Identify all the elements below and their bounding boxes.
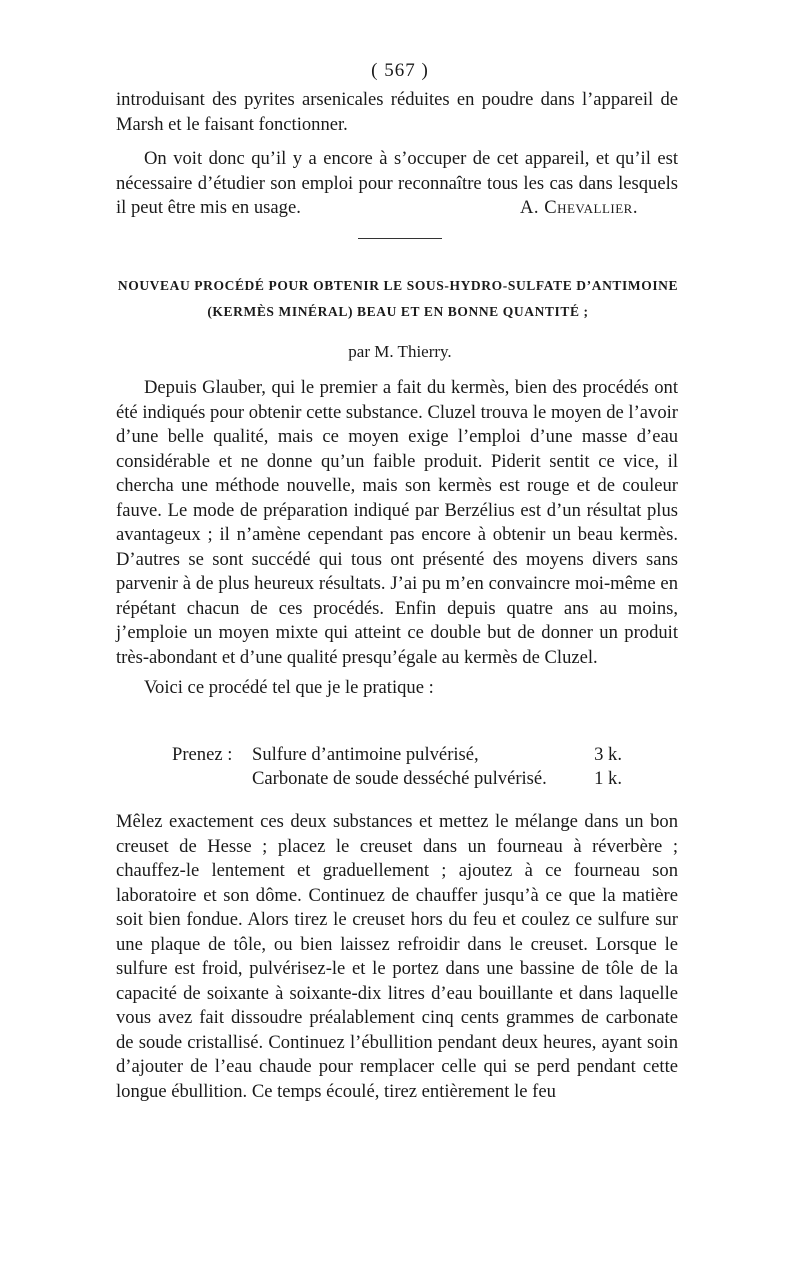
article-title-line2: (KERMÈS MINÉRAL) BEAU ET EN BONNE QUANTITÉ ; (207, 304, 589, 319)
recipe-lead: Prenez : (172, 744, 233, 765)
recipe-row (116, 744, 680, 768)
article-title-line1: NOUVEAU PROCÉDÉ POUR OBTENIR LE SOUS-HYDRO-SULFATE D’ANTIMOINE (117, 278, 679, 293)
recipe-item-name: Carbonate de soude desséché pulvérisé. (252, 768, 547, 789)
recipe-item-quantity: 1 k. (594, 768, 622, 789)
section-divider (358, 238, 442, 239)
paragraph-1: Depuis Glauber, qui le premier a fait du kermès, bien des procédés ont été indiqués pour obtenir cette substance. Cluzel trouva le moyen de l’avoir d’une belle qualité, mais ce moyen exige l’emploi d’une masse d’eau considérable et ne donne qu’un faible produit. Piderit sentit ce vice, il chercha une méthode nouvelle, mais son kermès est rouge et de couleur fauve. Le mode de préparation indiqué par Berzélius est d’un résultat plus avantageux ; il n’amène cependant pas encore à obtenir un beau kermès. D’autres se sont succédé qui tous ont présenté des moyens divers sans parvenir à de plus heureux résultats. J’ai pu m’en convaincre moi-même en répétant chacun de ces procédés. Enfin depuis quatre ans au moins, j’emploie un moyen mixte qui atteint ce double but de donner un produit très-abondant et d’une qualité presqu’égale au kermès de Cluzel. (116, 377, 678, 668)
signature-text: A. Chevallier. (519, 197, 638, 218)
paragraph-3: Mêlez exactement ces deux substances et mettez le mélange dans un bon creuset de Hesse ; placez le creuset dans un fourneau à réverbère ; chauffez-le lentement et graduellement ; ajoutez à ce fourneau son laboratoire et son dôme. Continuez de chauffer jusqu’à ce que la matière soit bien fondue. Alors tirez le creuset hors du feu et coulez ce sulfure sur une plaque de tôle, ou bien laissez refroidir dans le creuset. Lorsque le sulfure est froid, pulvérisez-le et le portez dans une bassine de tôle de la capacité de soixante à soixante-dix litres d’eau bouillante et dans laquelle vous avez fait dissoudre préalablement cinq cents grammes de carbonate de soude cristallisé. Continuez l’ébullition pendant deux heures, ayant soin d’ajouter de l’eau chaude pour remplacer celle qui se perd pendant cette longue ébullition. Ce temps écoulé, tirez entièrement le feu (116, 811, 678, 1102)
article-body-top (116, 376, 678, 701)
previous-paragraph-end: introduisant des pyrites arsenicales réduites en poudre dans l’appareil de Marsh et le faisant fonctionner. (116, 89, 678, 135)
article-byline: par M. Thierry. (348, 342, 452, 361)
paragraph-2: Voici ce procédé tel que je le pratique : (144, 677, 434, 698)
recipe-row (116, 768, 680, 792)
recipe-item-quantity: 3 k. (594, 744, 622, 765)
article-body-bottom (116, 810, 678, 1104)
previous-paragraph-final: On voit donc qu’il y a encore à s’occuper de cet appareil, et qu’il est nécessaire d’étudier son emploi pour reconnaître tous les cas dans lesquels il peut être mis en usage. (116, 148, 678, 218)
page-number: ( 567 ) (371, 60, 429, 81)
previous-article-end (116, 88, 678, 221)
recipe-item-name: Sulfure d’antimoine pulvérisé, (252, 744, 479, 765)
